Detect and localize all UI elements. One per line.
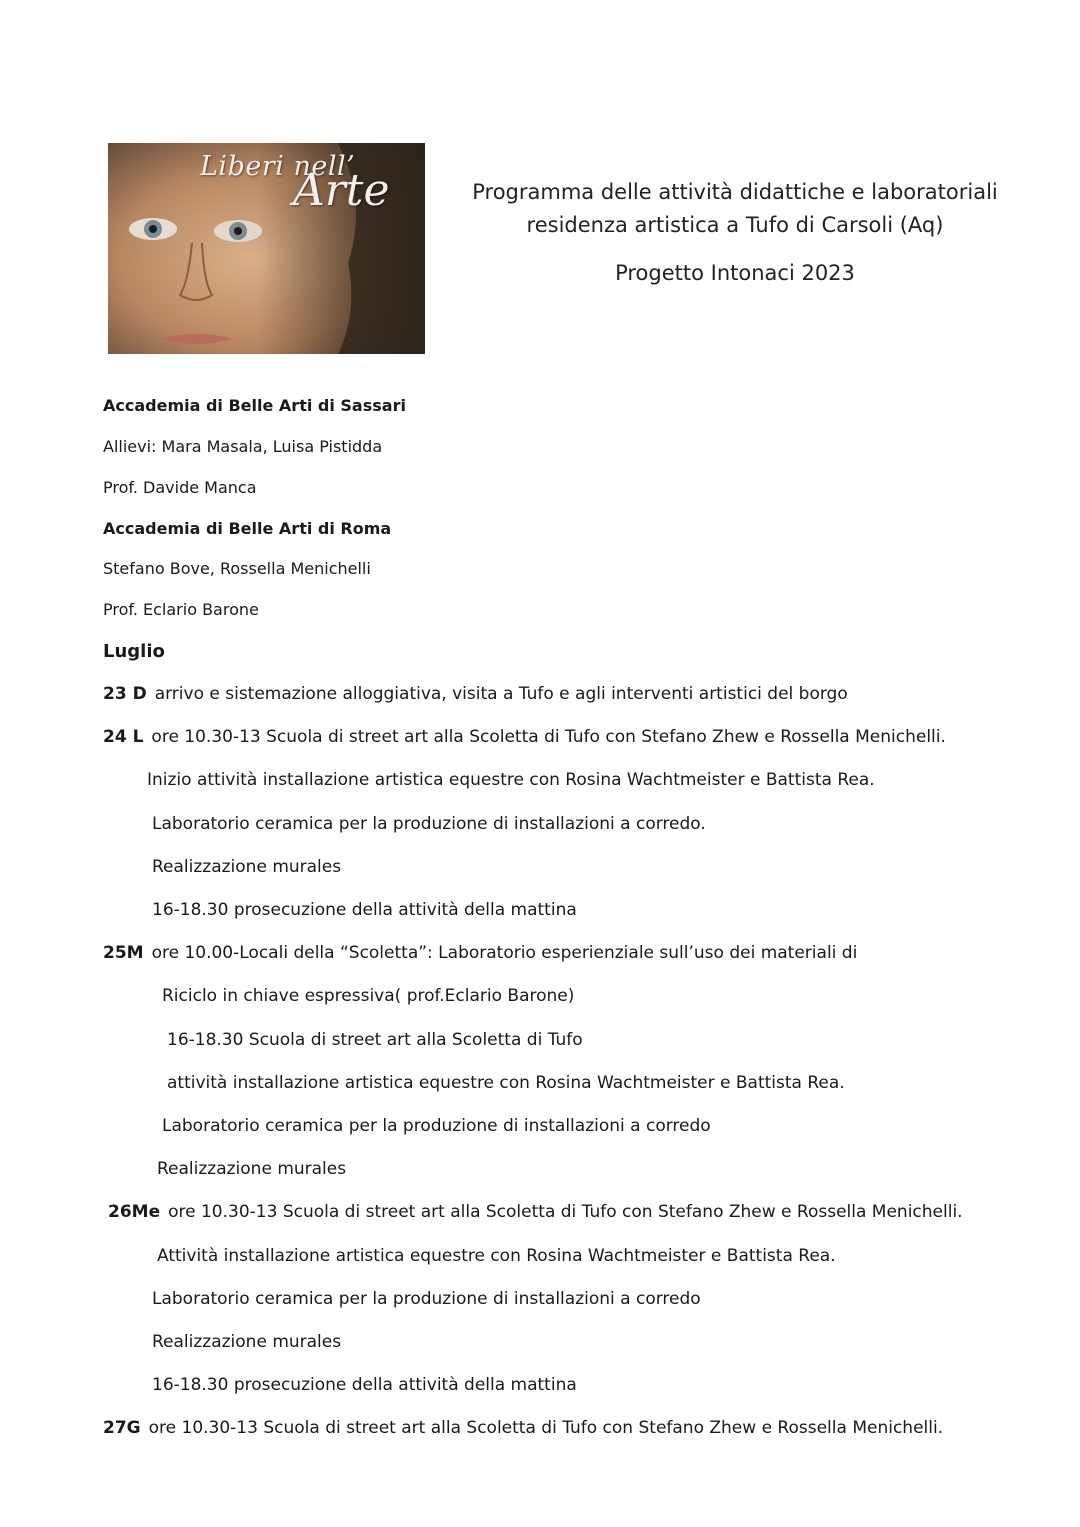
professor-roma: Prof. Eclario Barone (103, 600, 259, 619)
month-heading: Luglio (103, 641, 165, 662)
students-roma: Stefano Bove, Rossella Menichelli (103, 559, 371, 578)
schedule-row: Attività installazione artistica equestre con Rosina Wachtmeister e Battista Rea. (157, 1246, 836, 1266)
schedule-text: ore 10.30-13 Scuola di street art alla Scoletta di Tufo con Stefano Zhew e Rossella Menichelli. (148, 1418, 944, 1438)
schedule-row (103, 1418, 943, 1438)
academy-sassari: Accademia di Belle Arti di Sassari (103, 396, 406, 415)
students-sassari: Allievi: Mara Masala, Luisa Pistidda (103, 437, 383, 456)
schedule-row (103, 727, 946, 747)
professor-sassari: Prof. Davide Manca (103, 478, 257, 497)
schedule-row: Realizzazione murales (152, 857, 342, 877)
schedule-row: Realizzazione murales (157, 1159, 347, 1179)
schedule-row (108, 1202, 963, 1222)
schedule-text: ore 10.30-13 Scuola di street art alla Scoletta di Tufo con Stefano Zhew e Rossella Menichelli. (151, 727, 946, 747)
schedule-row: Inizio attività installazione artistica equestre con Rosina Wachtmeister e Battista Rea. (147, 770, 875, 790)
schedule-text: ore 10.00-Locali della “Scoletta”: Laboratorio esperienziale sull’uso dei materiali di (151, 943, 858, 963)
schedule-row (103, 943, 857, 963)
schedule-row: Realizzazione murales (152, 1332, 342, 1352)
logo-image (108, 143, 425, 354)
schedule-row: Riciclo in chiave espressiva( prof.Eclario Barone) (162, 986, 575, 1006)
schedule-row: attività installazione artistica equestre con Rosina Wachtmeister e Battista Rea. (167, 1073, 845, 1093)
schedule-row: Laboratorio ceramica per la produzione di installazioni a corredo (152, 1289, 701, 1309)
schedule-row: 16-18.30 Scuola di street art alla Scoletta di Tufo (167, 1030, 583, 1050)
document-title-line1: Programma delle attività didattiche e laboratoriali (472, 180, 998, 204)
document-title-line2: residenza artistica a Tufo di Carsoli (Aq) (526, 213, 944, 237)
schedule-row: 16-18.30 prosecuzione della attività della mattina (152, 900, 577, 920)
schedule-row: 16-18.30 prosecuzione della attività della mattina (152, 1375, 577, 1395)
schedule-day: 23 D (103, 684, 147, 704)
schedule-row (103, 684, 848, 704)
schedule-day: 26Me (108, 1202, 161, 1222)
schedule-text: arrivo e sistemazione alloggiativa, visita a Tufo e agli interventi artistici del borgo (154, 684, 848, 704)
schedule-day: 27G (103, 1418, 141, 1438)
academy-roma: Accademia di Belle Arti di Roma (103, 519, 392, 538)
logo-text-line2: Arte (293, 165, 390, 216)
schedule-day: 25M (103, 943, 144, 963)
project-name: Progetto Intonaci 2023 (615, 261, 855, 285)
logo-text-line1: Liberi nell’ (200, 151, 356, 182)
schedule-row: Laboratorio ceramica per la produzione di installazioni a corredo (162, 1116, 711, 1136)
schedule-row: Laboratorio ceramica per la produzione di installazioni a corredo. (152, 814, 706, 834)
schedule-day: 24 L (103, 727, 144, 747)
schedule-text: ore 10.30-13 Scuola di street art alla Scoletta di Tufo con Stefano Zhew e Rossella Menichelli. (168, 1202, 963, 1222)
